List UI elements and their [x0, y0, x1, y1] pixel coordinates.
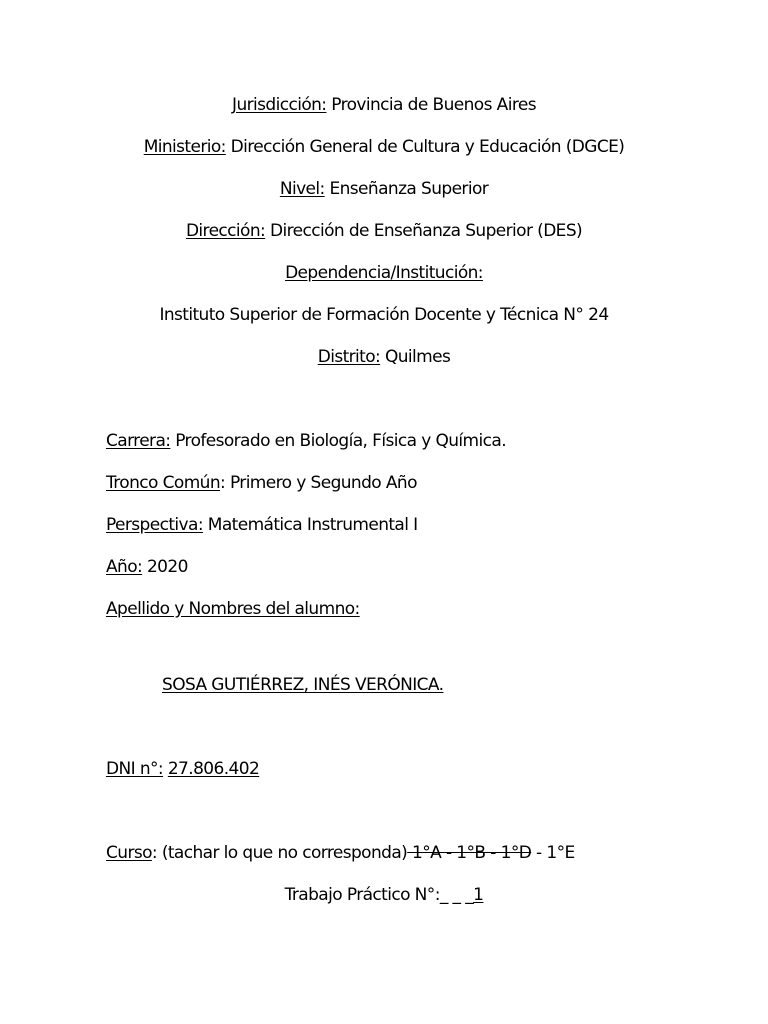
curso-label: Curso	[106, 843, 152, 863]
direccion-value: Dirección de Enseñanza Superior (DES)	[265, 221, 583, 241]
alumno-label: Apellido y Nombres del alumno:	[106, 599, 360, 619]
dependencia-label: Dependencia/Institución:	[285, 263, 483, 283]
direccion-label: Dirección:	[185, 221, 266, 241]
tronco-value: : Primero y Segundo Año	[220, 473, 417, 493]
dni-label: DNI n°:	[106, 759, 164, 779]
anio-label: Año:	[106, 557, 143, 577]
alumno-name: SOSA GUTIÉRREZ, INÉS VERÓNICA.	[162, 675, 444, 695]
ministerio-value: Dirección General de Cultura y Educación (DGCE)	[225, 137, 625, 157]
curso-struck-options: 1°A - 1°B - 1°D	[407, 843, 532, 863]
tronco-label: Tronco Común	[106, 473, 221, 493]
ministerio-line	[0, 136, 768, 158]
tp-label: Trabajo Práctico N°:	[284, 885, 440, 905]
distrito-label: Distrito:	[317, 347, 381, 367]
perspectiva-value: Matemática Instrumental I	[202, 515, 418, 535]
perspectiva-line	[106, 514, 418, 536]
alumno-name-line	[162, 674, 443, 696]
dependencia-line	[0, 262, 768, 284]
tronco-line	[106, 472, 417, 494]
direccion-line	[0, 220, 768, 242]
nivel-line	[0, 178, 768, 200]
jurisdiccion-label: Jurisdicción:	[232, 95, 327, 115]
curso-instruction: : (tachar lo que no corresponda)	[151, 843, 408, 863]
distrito-line	[0, 346, 768, 368]
curso-line	[106, 842, 575, 864]
nivel-value: Enseñanza Superior	[324, 179, 489, 199]
curso-remaining-option: - 1°E	[531, 843, 575, 863]
anio-line	[106, 556, 188, 578]
alumno-label-line	[106, 598, 360, 620]
carrera-label: Carrera:	[106, 431, 171, 451]
dni-value: 27.806.402	[167, 759, 260, 779]
jurisdiccion-line	[0, 94, 768, 116]
institucion-line	[0, 304, 768, 326]
distrito-value: Quilmes	[380, 347, 451, 367]
perspectiva-label: Perspectiva:	[106, 515, 203, 535]
carrera-line	[106, 430, 506, 452]
nivel-label: Nivel:	[279, 179, 325, 199]
jurisdiccion-value: Provincia de Buenos Aires	[326, 95, 536, 115]
tp-blank: _ _ _	[439, 885, 474, 905]
trabajo-practico-line	[0, 884, 768, 906]
ministerio-label: Ministerio:	[143, 137, 226, 157]
institucion-value: Instituto Superior de Formación Docente y Técnica N° 24	[159, 305, 609, 325]
anio-value: 2020	[142, 557, 188, 577]
dni-line	[106, 758, 259, 780]
carrera-value: Profesorado en Biología, Física y Química.	[170, 431, 506, 451]
tp-number: 1	[473, 885, 484, 905]
